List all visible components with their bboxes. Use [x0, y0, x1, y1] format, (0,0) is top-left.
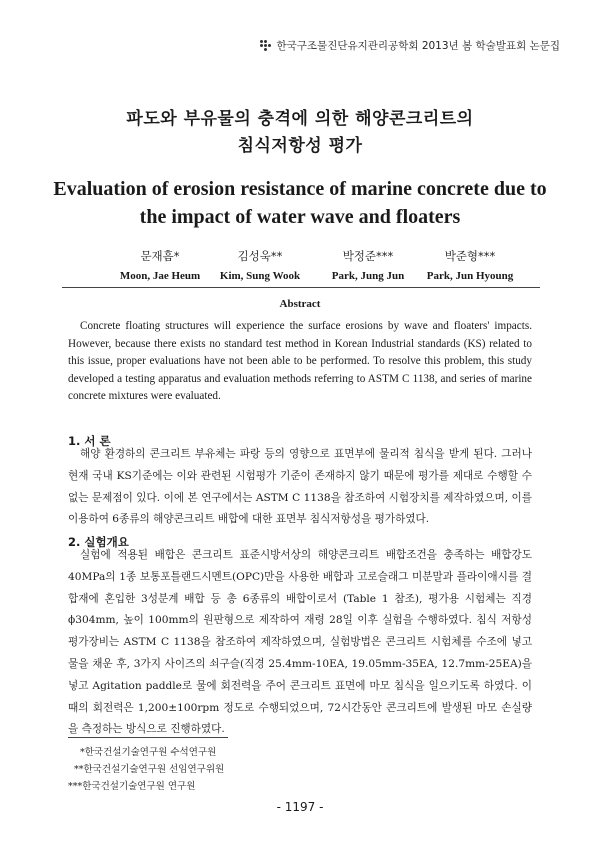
conference-logo-icon	[260, 40, 272, 51]
author-name-english: Moon, Jae Heum	[119, 270, 201, 282]
section-heading-experiment: 2. 실험개요	[68, 535, 129, 549]
section-text-experiment: 실험에 적용된 배합은 콘크리트 표준시방서상의 해양콘크리트 배합조건을 충족하는 배합강도 40MPa의 1종 보통포틀랜드시멘트(OPC)만을 사용한 배합과 고로슬래그 미분말과 플라이애시를 결합재에 혼입한 3성분계 배합 등 총 6종류의 배합이로서 (Table 1 참조), 평가용 시험체는 직경 ϕ304mm, 높이 100mm의 원판형으로 제작하여 재령 28일 이후 실험을 수행하였다. 침식 저항성 평가장비는 ASTM C 1138을 참조하여 제작하였으며, 실험방법은 콘크리트 시험체를 수조에 넣고 물을 채운 후, 3가지 사이즈의 쇠구슬(직경 25.4mm-10EA, 19.05mm-35EA, 12.7mm-25EA)을 넣고 Agitation paddle로 물에 회전력을 주어 콘크리트 표면에 마모 침식을 일으키도록 하였다. 이때의 회전력은 1,200±100rpm 정도로 수행되었으며, 72시간동안 콘크리트에 발생된 마모 손실량을 측정하는 방식으로 진행하였다.	[68, 549, 532, 736]
section-heading-introduction: 1. 서 론	[68, 434, 111, 448]
author-4	[400, 248, 540, 282]
abstract-text: Concrete floating structures will experience the surface erosions by wave and floaters' impacts. However, because there exists no standard test method in Korean Industrial standards (KS) related to this issue, proper evaluations have not been able to be performed. To resolve this problem, this study developed a testing apparatus and evaluation methods referring to ASTM C 1138, and series of marine concrete mixtures were evaluated.	[68, 320, 532, 402]
author-name-english: Park, Jung Jun	[331, 270, 405, 282]
running-header	[260, 38, 560, 53]
title-korean-line2: 침식저항성 평가	[237, 136, 363, 156]
abstract-heading: Abstract	[279, 298, 321, 310]
author-divider	[62, 287, 540, 288]
author-name-korean: 박준형***	[444, 249, 496, 263]
title-korean-line1: 파도와 부유물의 충격에 의한 해양콘크리트의	[126, 109, 474, 129]
author-name-korean: 문재흠*	[140, 249, 180, 263]
footnote-divider	[68, 737, 228, 738]
footnote-1: *한국건설기술연구원 수석연구원	[80, 747, 217, 758]
author-name-korean: 김성욱**	[237, 249, 283, 263]
title-english-line1: Evaluation of erosion resistance of marine concrete due to	[53, 178, 547, 200]
footnote-2: **한국건설기술연구원 선임연구위원	[74, 764, 225, 775]
title-english-line2: the impact of water wave and floaters	[139, 206, 461, 228]
footnote-3: ***한국건설기술연구원 연구원	[68, 781, 196, 792]
author-name-english: Kim, Sung Wook	[219, 270, 301, 282]
author-name-korean: 박정준***	[342, 249, 394, 263]
section-text-introduction: 해양 환경하의 콘크리트 부유체는 파랑 등의 영향으로 표면부에 물리적 침식을 받게 된다. 그러나 현재 국내 KS기준에는 이와 관련된 시험평가 기준이 존재하지 않기 때문에 평가를 제대로 수행할 수 없는 문제점이 있다. 이에 본 연구에서는 ASTM C 1138을 참조하여 시험장치를 제작하였으며, 이를 이용하여 6종류의 해양콘크리트 배합에 대한 표면부 침식저항성을 평가하였다.	[68, 448, 532, 526]
page-number: - 1197 -	[276, 800, 324, 814]
conference-name: 한국구조물진단유지관리공학회 2013년 봄 학술발표회 논문집	[276, 40, 560, 52]
author-name-english: Park, Jun Hyoung	[426, 270, 514, 282]
